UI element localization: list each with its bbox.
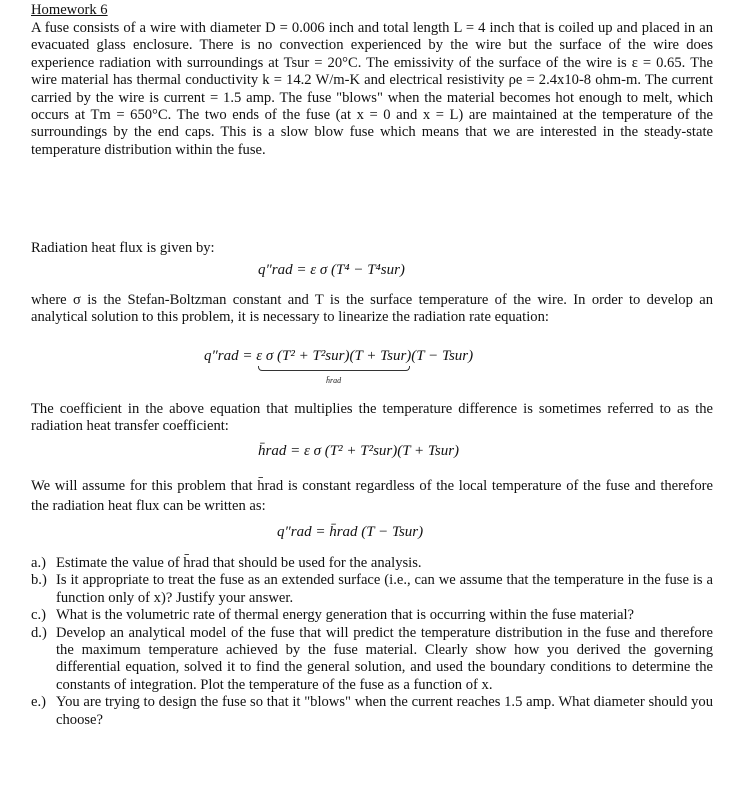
question-text: You are trying to design the fuse so that it "blows" when the current reaches 1.5 amp. What diameter should you choose? xyxy=(56,694,713,728)
question-label: d.) xyxy=(31,624,47,641)
question-text: Estimate the value of h̄rad that should be used for the analysis. xyxy=(56,555,422,571)
radiation-flux-equation: q″rad = ε σ (T⁴ − T⁴sur) xyxy=(258,262,405,278)
question-item xyxy=(31,572,713,607)
question-list xyxy=(31,555,713,729)
question-label: b.) xyxy=(31,572,47,589)
question-item xyxy=(31,555,713,572)
linearized-radiation-equation: q″rad = ε σ (T² + T²sur)(T + Tsur)(T − Tsur) xyxy=(204,348,474,364)
problem-statement: A fuse consists of a wire with diameter D = 0.006 inch and total length L = 4 inch that is coiled up and placed in an evacuated glass enclosure. There is no convection experienced by the wire but the surface of the wire does experience radiation with surroundings at Tsur = 20°C. The emissivity of the surface of the wire is ε = 0.65. The wire material has thermal conductivity k = 14.2 W/m-K and electrical resistivity ρe = 2.4x10-8 ohm-m. The current carried by the wire is current = 1.5 amp. The fuse "blows" when the material becomes hot enough to melt, which occurs at Tm = 650°C. The two ends of the fuse (at x = 0 and x = L) are maintained at the temperature of the surroundings by the end caps. This is a slow blow fuse which means that we are interested in the steady-state temperature distribution within the fuse. xyxy=(31,20,713,158)
radiation-intro-text: Radiation heat flux is given by: xyxy=(31,240,215,256)
document-title: Homework 6 xyxy=(31,2,108,18)
question-item xyxy=(31,694,713,729)
coefficient-underbrace xyxy=(258,366,410,371)
question-text: Develop an analytical model of the fuse that will predict the temperature distribution in the fuse and therefore the maximum temperature achieved by the fuse material. Clearly show how you derived the governing differential equation, solved it to find the general solution, and used the boundary conditions to determine the constants of integration. Plot the temperature of the fuse as a function of x. xyxy=(56,624,713,693)
assumption-text: We will assume for this problem that h̄rad is constant regardless of the local temperature of the fuse and therefore the radiation heat flux can be written as: xyxy=(31,478,713,514)
question-label: c.) xyxy=(31,607,46,624)
question-text: What is the volumetric rate of thermal energy generation that is occurring within the fuse material? xyxy=(56,607,634,624)
question-item xyxy=(31,625,713,695)
coefficient-brace-label: h̄rad xyxy=(326,376,342,385)
linear-flux-equation: q″rad = h̄rad (T − Tsur) xyxy=(277,524,424,540)
question-text: Is it appropriate to treat the fuse as an extended surface (i.e., can we assume that the temperature in the fuse is a function only of x)? Justify your answer. xyxy=(56,572,713,606)
linearize-text: where σ is the Stefan-Boltzman constant and T is the surface temperature of the wire. In order to develop an analytical solution to this problem, it is necessary to linearize the radiation rate equation: xyxy=(31,292,713,326)
coefficient-text: The coefficient in the above equation that multiplies the temperature difference is sometimes referred to as the radiation heat transfer coefficient: xyxy=(31,401,713,435)
radiation-coefficient-equation: h̄rad = ε σ (T² + T²sur)(T + Tsur) xyxy=(258,443,460,459)
question-label: e.) xyxy=(31,694,46,711)
question-label: a.) xyxy=(31,555,46,571)
question-item xyxy=(31,607,713,624)
